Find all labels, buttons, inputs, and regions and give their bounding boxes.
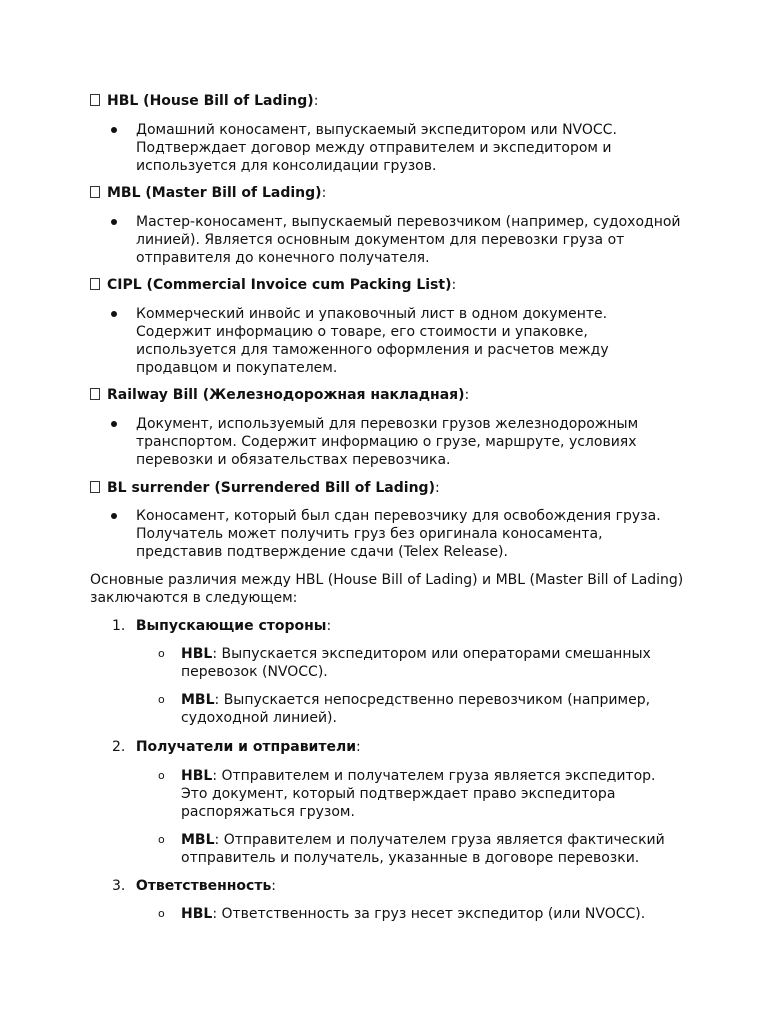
text-line: продавцом и покупателем. — [136, 360, 338, 376]
text-line: Это документ, который подтверждает право экспедитора — [181, 786, 616, 802]
section-colon: : — [321, 185, 327, 201]
section-colon: : — [313, 93, 319, 109]
sub-bullet-icon: o — [158, 769, 165, 782]
missing-glyph-icon — [90, 186, 100, 198]
numbered-item-consignors — [112, 738, 361, 756]
text-line: Подтверждает договор между отправителем и экспедитором и — [136, 140, 612, 156]
text-line: Содержит информацию о товаре, его стоимости и упаковке, — [136, 324, 588, 340]
text-line: Домашний коносамент, выпускаемый экспедитором или NVOCC. — [136, 122, 617, 138]
text-line: заключаются в следующем: — [90, 590, 298, 606]
text-line: перевозок (NVOCC). — [181, 664, 328, 680]
sub-bullet-icon: o — [158, 907, 165, 920]
section-description — [136, 121, 696, 175]
numbered-item-issuers — [112, 617, 331, 635]
text-line: транспортом. Содержит информацию о грузе, маршруте, условиях — [136, 434, 637, 450]
text-line: перевозки и обязательствах перевозчика. — [136, 452, 451, 468]
section-title: CIPL (Commercial Invoice cum Packing List) — [107, 277, 452, 293]
section-description — [136, 305, 696, 377]
section-heading-cipl — [90, 276, 456, 294]
sub-item-label: MBL — [181, 832, 215, 848]
item-number: 2. — [112, 739, 126, 755]
missing-glyph-icon — [90, 388, 100, 400]
item-colon: : — [271, 878, 277, 894]
text-line: Коммерческий инвойс и упаковочный лист в одном документе. — [136, 306, 608, 322]
text-line: линией). Является основным документом для перевозки груза от — [136, 232, 625, 248]
numbered-item-responsibility — [112, 877, 276, 895]
sub-item-text — [181, 767, 681, 821]
missing-glyph-icon — [90, 94, 100, 106]
section-title: Railway Bill (Железнодорожная накладная) — [107, 387, 465, 403]
text-line: : Выпускается экспедитором или операторами смешанных — [212, 646, 651, 662]
bullet-icon — [111, 513, 117, 519]
text-line: Получатель может получить груз без оригинала коносамента, — [136, 526, 603, 542]
item-colon: : — [326, 618, 332, 634]
missing-glyph-icon — [90, 481, 100, 493]
text-line: распоряжаться грузом. — [181, 804, 355, 820]
sub-bullet-icon: o — [158, 647, 165, 660]
text-line: Документ, используемый для перевозки грузов железнодорожным — [136, 416, 639, 432]
item-title: Получатели и отправители — [135, 739, 357, 755]
sub-item-label: HBL — [181, 646, 213, 662]
item-colon: : — [356, 739, 361, 755]
section-colon: : — [434, 480, 440, 496]
section-colon: : — [464, 387, 470, 403]
sub-bullet-icon: o — [158, 693, 165, 706]
intro-paragraph — [90, 571, 690, 607]
section-title: MBL (Master Bill of Lading) — [107, 185, 322, 201]
section-description — [136, 415, 696, 469]
section-heading-mbl — [90, 184, 326, 202]
item-title: Выпускающие стороны — [135, 618, 327, 634]
bullet-icon — [111, 219, 117, 225]
text-line: : Отправителем и получателем груза является экспедитор. — [212, 768, 656, 784]
bullet-icon — [111, 311, 117, 317]
sub-item-text — [181, 691, 681, 727]
section-description — [136, 507, 696, 561]
item-title: Ответственность — [135, 878, 272, 894]
sub-item-text — [181, 905, 681, 923]
sub-item-text — [181, 831, 681, 867]
text-line: : Ответственность за груз несет экспедитор (или NVOCC). — [212, 906, 646, 922]
item-number: 1. — [112, 618, 126, 634]
text-line: : Отправителем и получателем груза является фактический — [214, 832, 665, 848]
section-heading-railway-bill — [90, 386, 469, 404]
text-line: отправитель и получатель, указанные в договоре перевозки. — [181, 850, 640, 866]
section-heading-bl-surrender — [90, 479, 440, 497]
bullet-icon — [111, 421, 117, 427]
sub-item-label: HBL — [181, 906, 213, 922]
section-colon: : — [451, 277, 457, 293]
section-title: HBL (House Bill of Lading) — [107, 93, 314, 109]
text-line: используется для таможенного оформления и расчетов между — [136, 342, 609, 358]
item-number: 3. — [112, 878, 126, 894]
sub-item-label: MBL — [181, 692, 215, 708]
text-line: : Выпускается непосредственно перевозчиком (например, — [214, 692, 651, 708]
section-heading-hbl — [90, 92, 318, 110]
text-line: представив подтверждение сдачи (Telex Release). — [136, 544, 508, 560]
text-line: судоходной линией). — [181, 710, 337, 726]
text-line: Коносамент, который был сдан перевозчику для освобождения груза. — [136, 508, 661, 524]
text-line: Мастер-коносамент, выпускаемый перевозчиком (например, судоходной — [136, 214, 681, 230]
bullet-icon — [111, 127, 117, 133]
sub-bullet-icon: o — [158, 833, 165, 846]
section-title: BL surrender (Surrendered Bill of Lading) — [107, 480, 435, 496]
sub-item-label: HBL — [181, 768, 213, 784]
text-line: отправителя до конечного получателя. — [136, 250, 430, 266]
sub-item-text — [181, 645, 681, 681]
section-description — [136, 213, 696, 267]
text-line: используется для консолидации грузов. — [136, 158, 437, 174]
text-line: Основные различия между HBL (House Bill of Lading) и MBL (Master Bill of Lading) — [90, 572, 684, 588]
missing-glyph-icon — [90, 278, 100, 290]
